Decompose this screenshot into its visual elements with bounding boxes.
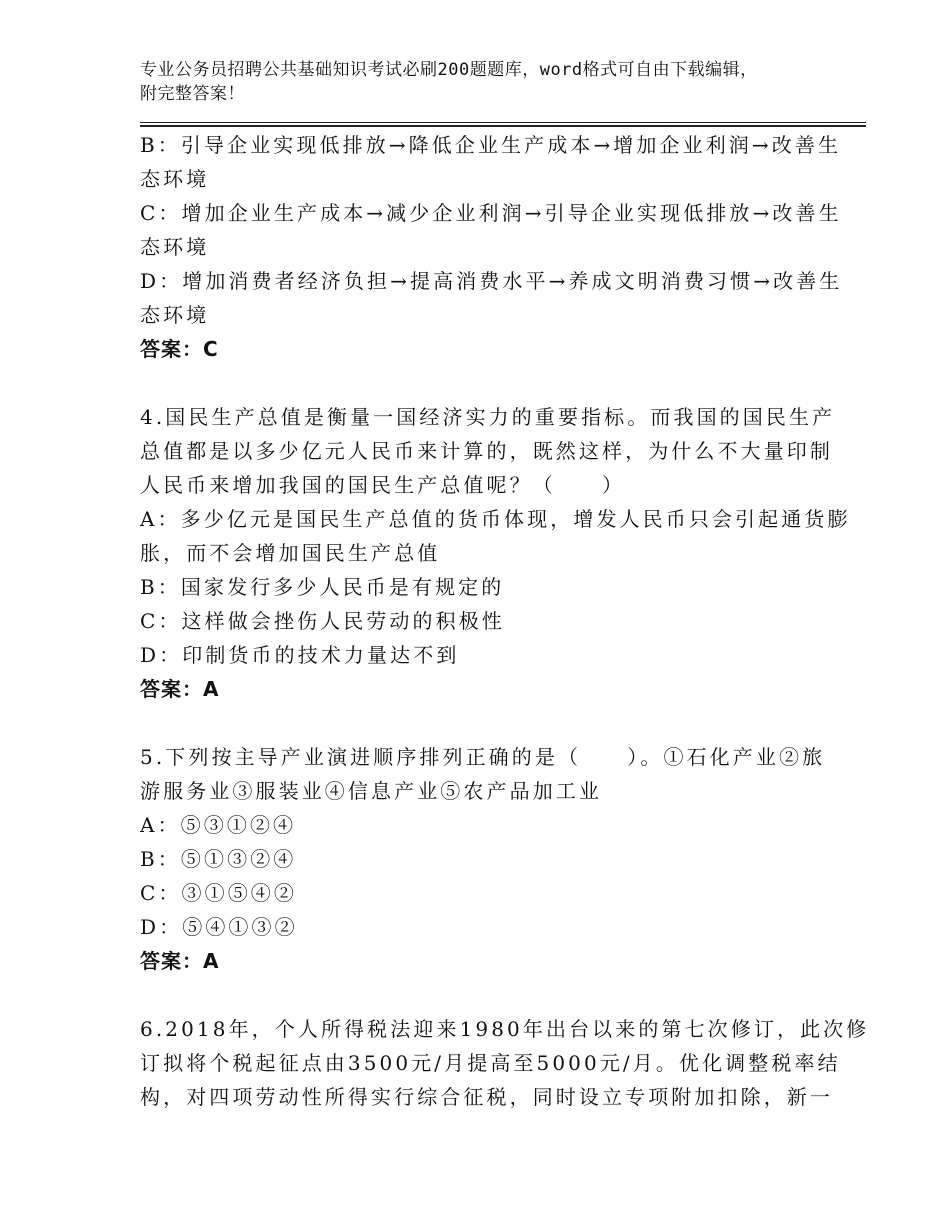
- header-line-1: 专业公务员招聘公共基础知识考试必刷200题题库，word格式可自由下载编辑，: [140, 60, 758, 80]
- q4-option-c: C：这样做会挫伤人民劳动的积极性: [140, 609, 505, 633]
- question-content: [140, 128, 870, 1114]
- q3-option-b-line-1: B：引导企业实现低排放→降低企业生产成本→增加企业利润→改善生: [140, 133, 842, 157]
- spacer: [140, 978, 820, 1012]
- q4-option-d: D：印制货币的技术力量达不到: [140, 643, 460, 667]
- question-5: [140, 740, 826, 978]
- question-4: [140, 400, 851, 706]
- q4-stem-line-2: 总值都是以多少亿元人民币来计算的，既然这样，为什么不大量印制: [140, 439, 833, 463]
- header-divider-thin: [140, 122, 866, 123]
- q5-option-c: C：③①⑤④②: [140, 881, 298, 905]
- question-6: [140, 1012, 870, 1114]
- spacer: [140, 366, 820, 400]
- q5-option-b: B：⑤①③②④: [140, 847, 297, 871]
- q4-stem-line-3: 人民币来增加我国的国民生产总值呢？（ ）: [140, 473, 626, 497]
- q3-option-d-line-1: D：增加消费者经济负担→提高消费水平→养成文明消费习惯→改善生: [140, 269, 843, 293]
- q3-answer: 答案：C: [140, 337, 219, 361]
- q6-stem-line-1: 6.2018年，个人所得税法迎来1980年出台以来的第七次修订，此次修: [140, 1017, 870, 1041]
- header-divider-thick: [140, 125, 866, 127]
- q4-answer: 答案：A: [140, 677, 220, 701]
- q3-option-b-line-2: 态环境: [140, 167, 210, 191]
- q6-stem-line-3: 构，对四项劳动性所得实行综合征税，同时设立专项附加扣除，新一: [140, 1085, 833, 1109]
- page-header: [140, 58, 840, 106]
- q5-stem-line-1: 5.下列按主导产业演进顺序排列正确的是（ ）。①石化产业②旅: [140, 745, 826, 769]
- q3-option-c-line-2: 态环境: [140, 235, 210, 259]
- header-line-2: 附完整答案！: [140, 84, 245, 104]
- q5-option-a: A：⑤③①②④: [140, 813, 297, 837]
- q4-option-a-line-2: 胀，而不会增加国民生产总值: [140, 541, 441, 565]
- q5-option-d: D：⑤④①③②: [140, 915, 298, 939]
- q3-option-c-line-1: C：增加企业生产成本→减少企业利润→引导企业实现低排放→改善生: [140, 201, 842, 225]
- q5-stem-line-2: 游服务业③服装业④信息产业⑤农产品加工业: [140, 779, 602, 803]
- q4-option-b: B：国家发行多少人民币是有规定的: [140, 575, 505, 599]
- q4-stem-line-1: 4.国民生产总值是衡量一国经济实力的重要指标。而我国的国民生产: [140, 405, 836, 429]
- q6-stem-line-2: 订拟将个税起征点由3500元/月提高至5000元/月。优化调整税率结: [140, 1051, 841, 1075]
- spacer: [140, 706, 820, 740]
- q4-option-a-line-1: A：多少亿元是国民生产总值的货币体现，增发人民币只会引起通货膨: [140, 507, 851, 531]
- q5-answer: 答案：A: [140, 949, 220, 973]
- q3-option-d-line-2: 态环境: [140, 303, 210, 327]
- question-3-options: [140, 128, 843, 366]
